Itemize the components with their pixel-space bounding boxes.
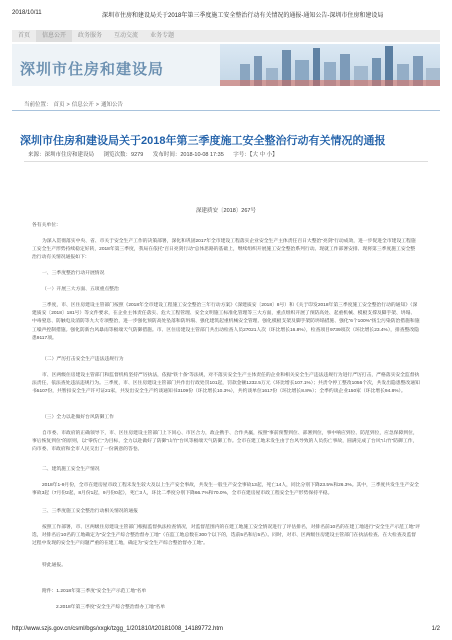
city-skyline-image (220, 44, 440, 86)
breadcrumb-info[interactable]: 信息公开 (71, 102, 94, 108)
paragraph: 市、区两级住房建设主管部门和监督机构坚持严厉执法，依据“铁十条”等法规，对不落实安全生产主体责任的企业和相关安全生产违法违规行为进行严厉打击，严格落实安全监督执法责任，依法查处违法违规行为。三季度，市、区住房建设主管部门共作出行政处罚101起，罚款金额1232.5万元（环比增长107.1%）；共责令停工整改1056个次，共发出隐患整改通知书5107份，共暂扣安全生产许可证21家，共发出安全生产约谈通知书3109份（环比增长10.3%），共约谈单位1617份（环比增长8.8%）；全季约谈企业150家（环比增长94.8%）。 (32, 373, 420, 395)
published-time: 发布时间：2018-10-08 17:35 (152, 152, 224, 158)
article-meta (28, 150, 286, 158)
breadcrumb-home[interactable]: 首页 (53, 102, 65, 108)
nav-home[interactable]: 首页 (18, 33, 31, 39)
breadcrumb-prefix: 当前位置： (24, 102, 52, 108)
paragraph: 为深入贯彻落实中央、省、市关于安全生产工作的决策部署，深化和巩固2017年全市建设工程落实企业安全生产主体责任百日大整治“亮剑”行动成效，进一步促进全市建设工程施工安全生产形势持续稳定好转，2018年第三季度，我局在依托“百日亮剑行动”总体思路的基础上，继续组织开展施工安全整治系列行动。现就工作部署安排、现将第三季度施工安全整治行动有关情况通报如下： (32, 239, 416, 261)
site-logo[interactable]: 深圳市住房和建设局 (20, 61, 165, 78)
print-header (12, 10, 440, 20)
paragraph: 按照工作部署，市、区两级住房建设主管部门根据监督执法检查情况，对监督范围内的在建工地施工安全情况进行了评估排名，对排名前10名的在建工地进行“安全生产示范工地”评选，对排名后10名的工地确定为“安全生产综合整治督办工地”（在监工地总数在300个以下的，选前5名和后5名）。同时，对市、区两级住房建设主管部门在执法检查、在大检查及监督过程中发现的安全生产问题严重的在建工地，确定为“安全生产综合整治督办工地”。 (32, 525, 420, 547)
nav-info-public[interactable]: 信息公开 (36, 30, 72, 42)
nav-interaction[interactable]: 互动交流 (114, 33, 139, 39)
breadcrumb-sep: > (95, 102, 99, 108)
section-heading: 三、三季度施工安全整治行动相关情况的通报 (42, 509, 138, 514)
paragraph: 2018年1-9月份，全市在建房屋市政工程未发生较大及以上生产安全事故，共发生一般生产安全事故13起，死亡14人，同比分别下降23.5%和26.3%。其中，三季度共发生生产安全事故3起（7月份2起，8月份1起，9月份0起），死亡3人，环比二季度分别下降66.7%和70.0%，全市在建房屋市政工程安全生产形势保持平稳。 (32, 483, 419, 497)
divider (24, 161, 428, 162)
print-footer (12, 626, 440, 636)
page-number: 1/2 (431, 626, 440, 632)
attachment-link[interactable]: 2.2018年第三季度“安全生产综合整治督办工地”名单 (56, 605, 166, 610)
page-title: 深圳市住房和建设局关于2018年第三季度施工安全整治行动有关情况的通报 (20, 135, 386, 147)
divider (12, 110, 440, 111)
breadcrumb (24, 100, 125, 108)
visits-text: 浏览次数：9279 (103, 152, 144, 158)
document-number: 深建质安〔2018〕267号 (196, 208, 256, 214)
paragraph: 自市委、市政府的正确领导下，市、区住房建设主管部门上下同心、市区合力，政企携手、合作共赢，按照“事前预警到位、部署到位，事中响应到位、防范到位，应急保障到位，事后恢复到位”的原则，以“零伤亡”为目标，全力以赴做好了防御“山竹”台风等极端天气防御工作。全市在建工地未发生由于台风导致的人员伤亡事故，圆满完成了台风“山竹”防御工作，向市委、市政府和全市人民交出了一份满意的答卷。 (32, 431, 418, 453)
breadcrumb-notice[interactable]: 通知公告 (100, 102, 123, 108)
closing-text: 特此通报。 (42, 563, 66, 568)
print-title: 深圳市住房和建设局关于2018年第三季度施工安全整治行动有关情况的通报-通知公告-深圳市住房和建设局 (102, 13, 384, 19)
nav-topics[interactable]: 业务专题 (150, 33, 175, 39)
page-url: http://www.szjs.gov.cn/csml/bgs/xxgk/tzgg_1/201810/t20181008_14189772.htm (12, 626, 224, 632)
nav-services[interactable]: 政务服务 (78, 33, 103, 39)
font-size-control[interactable]: 字号：【大 中 小】 (233, 152, 278, 158)
source-text: 来源：深圳市住房和建设局 (28, 152, 95, 158)
print-date: 2018/10/11 (12, 10, 42, 16)
salutation: 各有关单位： (32, 223, 61, 228)
attachment-link[interactable]: 附件：1.2018年第三季度“安全生产示范工地”名单 (42, 589, 147, 594)
subsection-heading: （三）全力以赴做好台风防御工作 (42, 415, 114, 420)
site-banner (12, 44, 440, 86)
subsection-heading: （二）严厉打击安全生产违法违规行为 (42, 357, 124, 362)
section-heading: 二、建筑施工安全生产情况 (42, 467, 100, 472)
breadcrumb-sep: > (66, 102, 70, 108)
subsection-heading: （一）开展三大方面、五项重点整治 (42, 287, 119, 292)
section-heading: 一、三季度整治行动开展情况 (42, 271, 105, 276)
paragraph: 三季度，市、区住房建设主管部门按照《2018年全市建设工程施工安全整治三年行动方案》（深建质安〔2018〕8号）和《关于印发2018年第三季度施工安全整治行动的通知》（深建质安〔2018〕181号）等文件要求，在企业主体责任落实、危大工程管理、安全文明施工标准化管理等三大方面，重点组织开展了预防高处、起重机械、模板支撑及脚手架、坍塌、中毒窒息、防触电及消防等九大专项整治，进一步强化预防高处坠落和防坍塌、强化建筑起重机械安全管理、强化模板支架及脚手架防坍塌措施、强化“6个100%”扬尘污染防治措施和施工噪声控制措施。强化防新台风暴雨等极端天气防御措施。市、区住房建设主管部门共出动检查人员27021人次（环比增长16.8%），检查项目9739项次（环比增长23.4%），排查整改隐患9117项。 (32, 303, 420, 341)
main-nav (12, 30, 440, 42)
